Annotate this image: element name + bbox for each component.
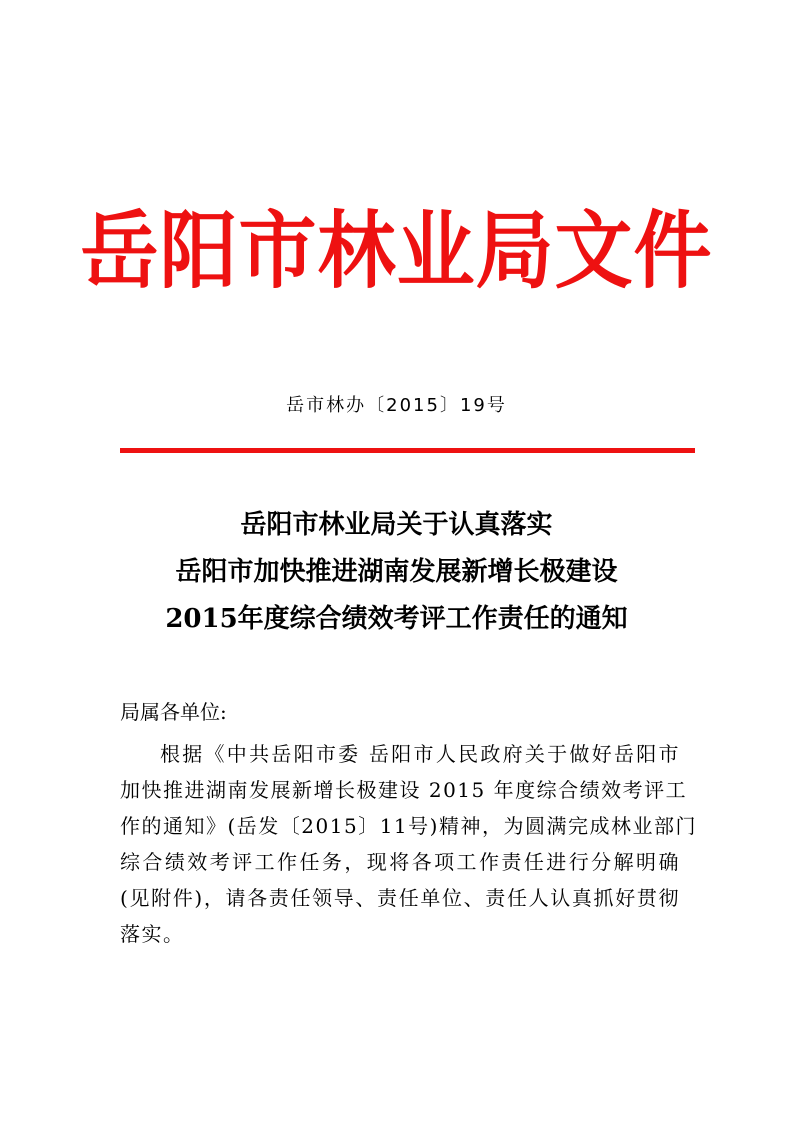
- title-line-3: 2015年度综合绩效考评工作责任的通知: [165, 604, 628, 634]
- red-divider-line: [120, 448, 695, 453]
- body-line-3: 作的通知》(岳发〔2015〕11号)精神，为圆满完成林业部门: [120, 814, 697, 838]
- document-title: [0, 502, 793, 643]
- issuer-header: 岳阳市林业局文件: [80, 202, 713, 301]
- title-line-1: 岳阳市林业局关于认真落实: [240, 510, 553, 540]
- body-line-1: 根据《中共岳阳市委 岳阳市人民政府关于做好岳阳市: [160, 742, 680, 766]
- body-line-4: 综合绩效考评工作任务，现将各项工作责任进行分解明确: [120, 850, 680, 874]
- title-line-2: 岳阳市加快推进湖南发展新增长极建设: [175, 557, 618, 587]
- document-number: 岳市林办〔2015〕19号: [286, 395, 507, 416]
- body-line-2: 加快推进湖南发展新增长极建设 2015 年度综合绩效考评工: [120, 778, 688, 802]
- body-paragraph: [120, 736, 697, 952]
- body-line-6: 落实。: [120, 922, 185, 946]
- addressee: 局属各单位:: [120, 700, 227, 724]
- body-line-5: (见附件)，请各责任领导、责任单位、责任人认真抓好贯彻: [120, 886, 680, 910]
